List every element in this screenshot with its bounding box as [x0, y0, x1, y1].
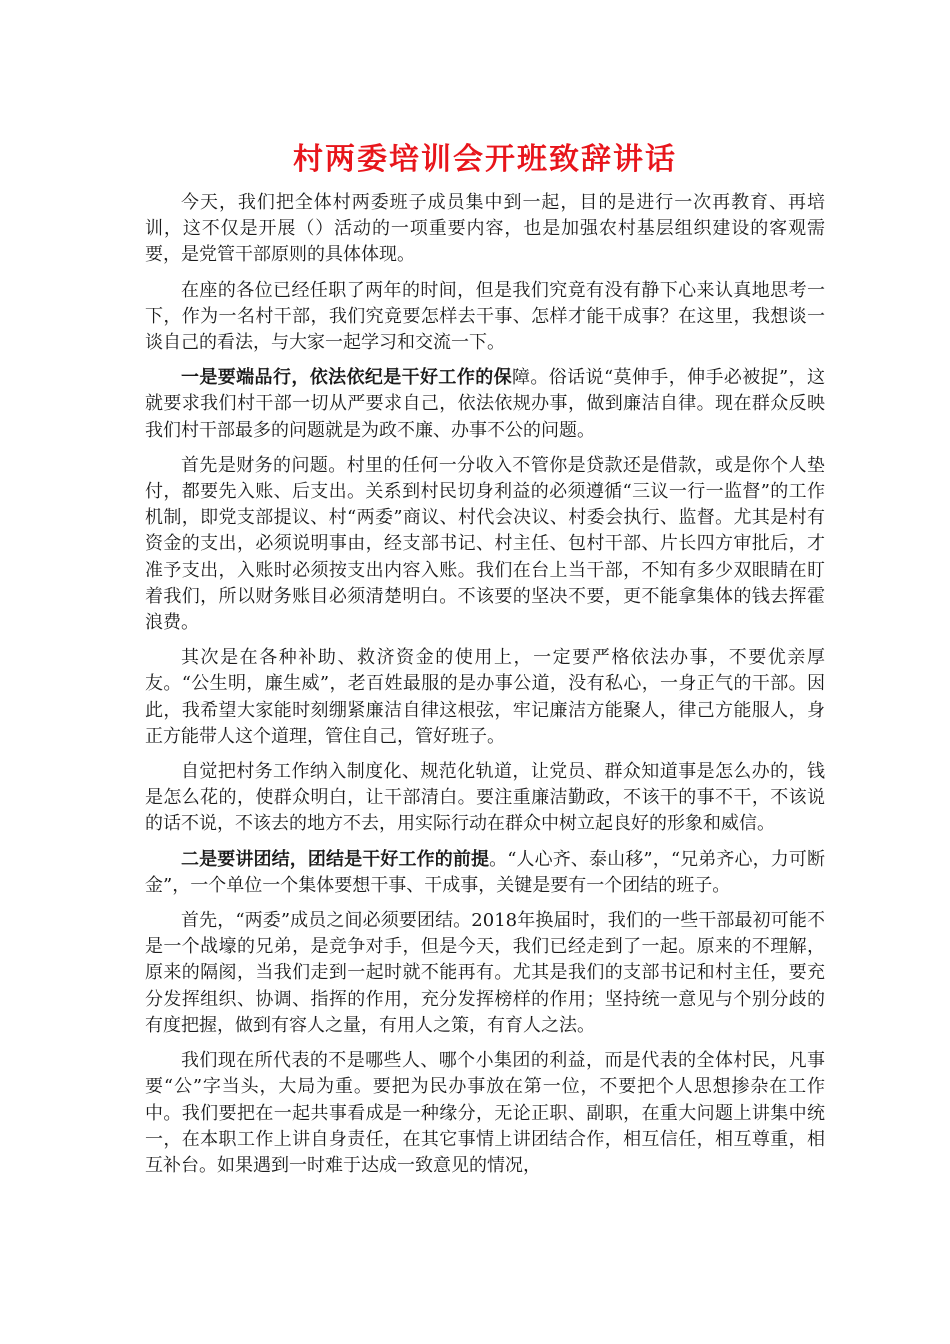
paragraph-9 — [145, 1048, 825, 1179]
paragraph-7 — [145, 847, 825, 899]
document-body — [145, 190, 825, 1188]
paragraph-text: 自觉把村务工作纳入制度化、规范化轨道，让党员、群众知道事是怎么办的，钱是怎么花的，使群众明白，让干部清白。要注重廉洁勤政，不该干的事不干，不该说的话不说，不该去的地方不去，用实际行动在群众中树立起良好的形象和威信。 — [145, 761, 825, 835]
paragraph-lead: 一是要端品行，依法依纪是干好工作的保 — [181, 367, 512, 389]
paragraph-text: 障。俗话说“莫伸手，伸手必被捉”，这就要求我们村干部一切从严要求自己，依法依规办事，做到廉洁自律。现在群众反映我们村干部最多的问题就是为政不廉、办事不公的问题。 — [145, 367, 826, 441]
paragraph-2 — [145, 278, 825, 357]
paragraph-text: 。“人心齐、泰山移”，“兄弟齐心，力可断金”，一个单位一个集体要想干事、干成事，关键是要有一个团结的班子。 — [145, 848, 826, 896]
paragraph-5 — [145, 645, 825, 750]
paragraph-text: 今天，我们把全体村两委班子成员集中到一起，目的是进行一次再教育、再培训，这不仅是开展（）活动的一项重要内容，也是加强农村基层组织建设的客观需要，是党管干部原则的具体体现。 — [145, 192, 825, 266]
paragraph-6 — [145, 759, 825, 838]
paragraph-4 — [145, 453, 825, 636]
paragraph-3 — [145, 365, 825, 444]
paragraph-text: 首先，“两委”成员之间必须要团结。2018年换届时，我们的一些干部最初可能不是一个战壕的兄弟，是竞争对手，但是今天，我们已经走到了一起。原来的不理解，原来的隔阂，当我们走到一起时就不能再有。尤其是我们的支部书记和村主任，要充分发挥组织、协调、指挥的作用，充分发挥榜样的作用；坚持统一意见与个别分歧的有度把握，做到有容人之量，有用人之策，有育人之法。 — [145, 910, 825, 1036]
paragraph-text: 我们现在所代表的不是哪些人、哪个小集团的利益，而是代表的全体村民，凡事要“公”字当头，大局为重。要把为民办事放在第一位，不要把个人思想掺杂在工作中。我们要把在一起共事看成是一种缘分，无论正职、副职，在重大问题上讲集中统一，在本职工作上讲自身责任，在其它事情上讲团结合作，相互信任，相互尊重，相互补台。如果遇到一时难于达成一致意见的情况， — [145, 1050, 825, 1176]
paragraph-text: 在座的各位已经任职了两年的时间，但是我们究竟有没有静下心来认真地思考一下，作为一名村干部，我们究竟要怎样去干事、怎样才能干成事？在这里，我想谈一谈自己的看法，与大家一起学习和交流一下。 — [145, 279, 825, 354]
paragraph-text: 其次是在各种补助、救济资金的使用上，一定要严格依法办事，不要优亲厚友。“公生明，廉生威”，老百姓最服的是办事公道，没有私心，一身正气的干部。因此，我希望大家能时刻绷紧廉洁自律这根弦，牢记廉洁方能聚人，律己方能服人，身正方能带人这个道理，管住自己，管好班子。 — [145, 647, 825, 747]
paragraph-text: 首先是财务的问题。村里的任何一分收入不管你是贷款还是借款，或是你个人垫付，都要先入账、后支出。关系到村民切身利益的必须遵循“三议一行一监督”的工作机制，即党支部提议、村“两委”商议、村代会决议、村委会执行、监督。尤其是村有资金的支出，必须说明事由，经支部书记、村主任、包村干部、片长四方审批后，才准予支出，入账时必须按支出内容入账。我们在台上当干部，不知有多少双眼睛在盯着我们，所以财务账目必须清楚明白。不该要的坚决不要，更不能拿集体的钱去挥霍浪费。 — [145, 454, 825, 634]
paragraph-1 — [145, 190, 825, 269]
paragraph-lead: 二是要讲团结，团结是干好工作的前提 — [181, 848, 490, 870]
document-title: 村两委培训会开班致辞讲话 — [293, 142, 677, 177]
paragraph-8 — [145, 908, 825, 1039]
